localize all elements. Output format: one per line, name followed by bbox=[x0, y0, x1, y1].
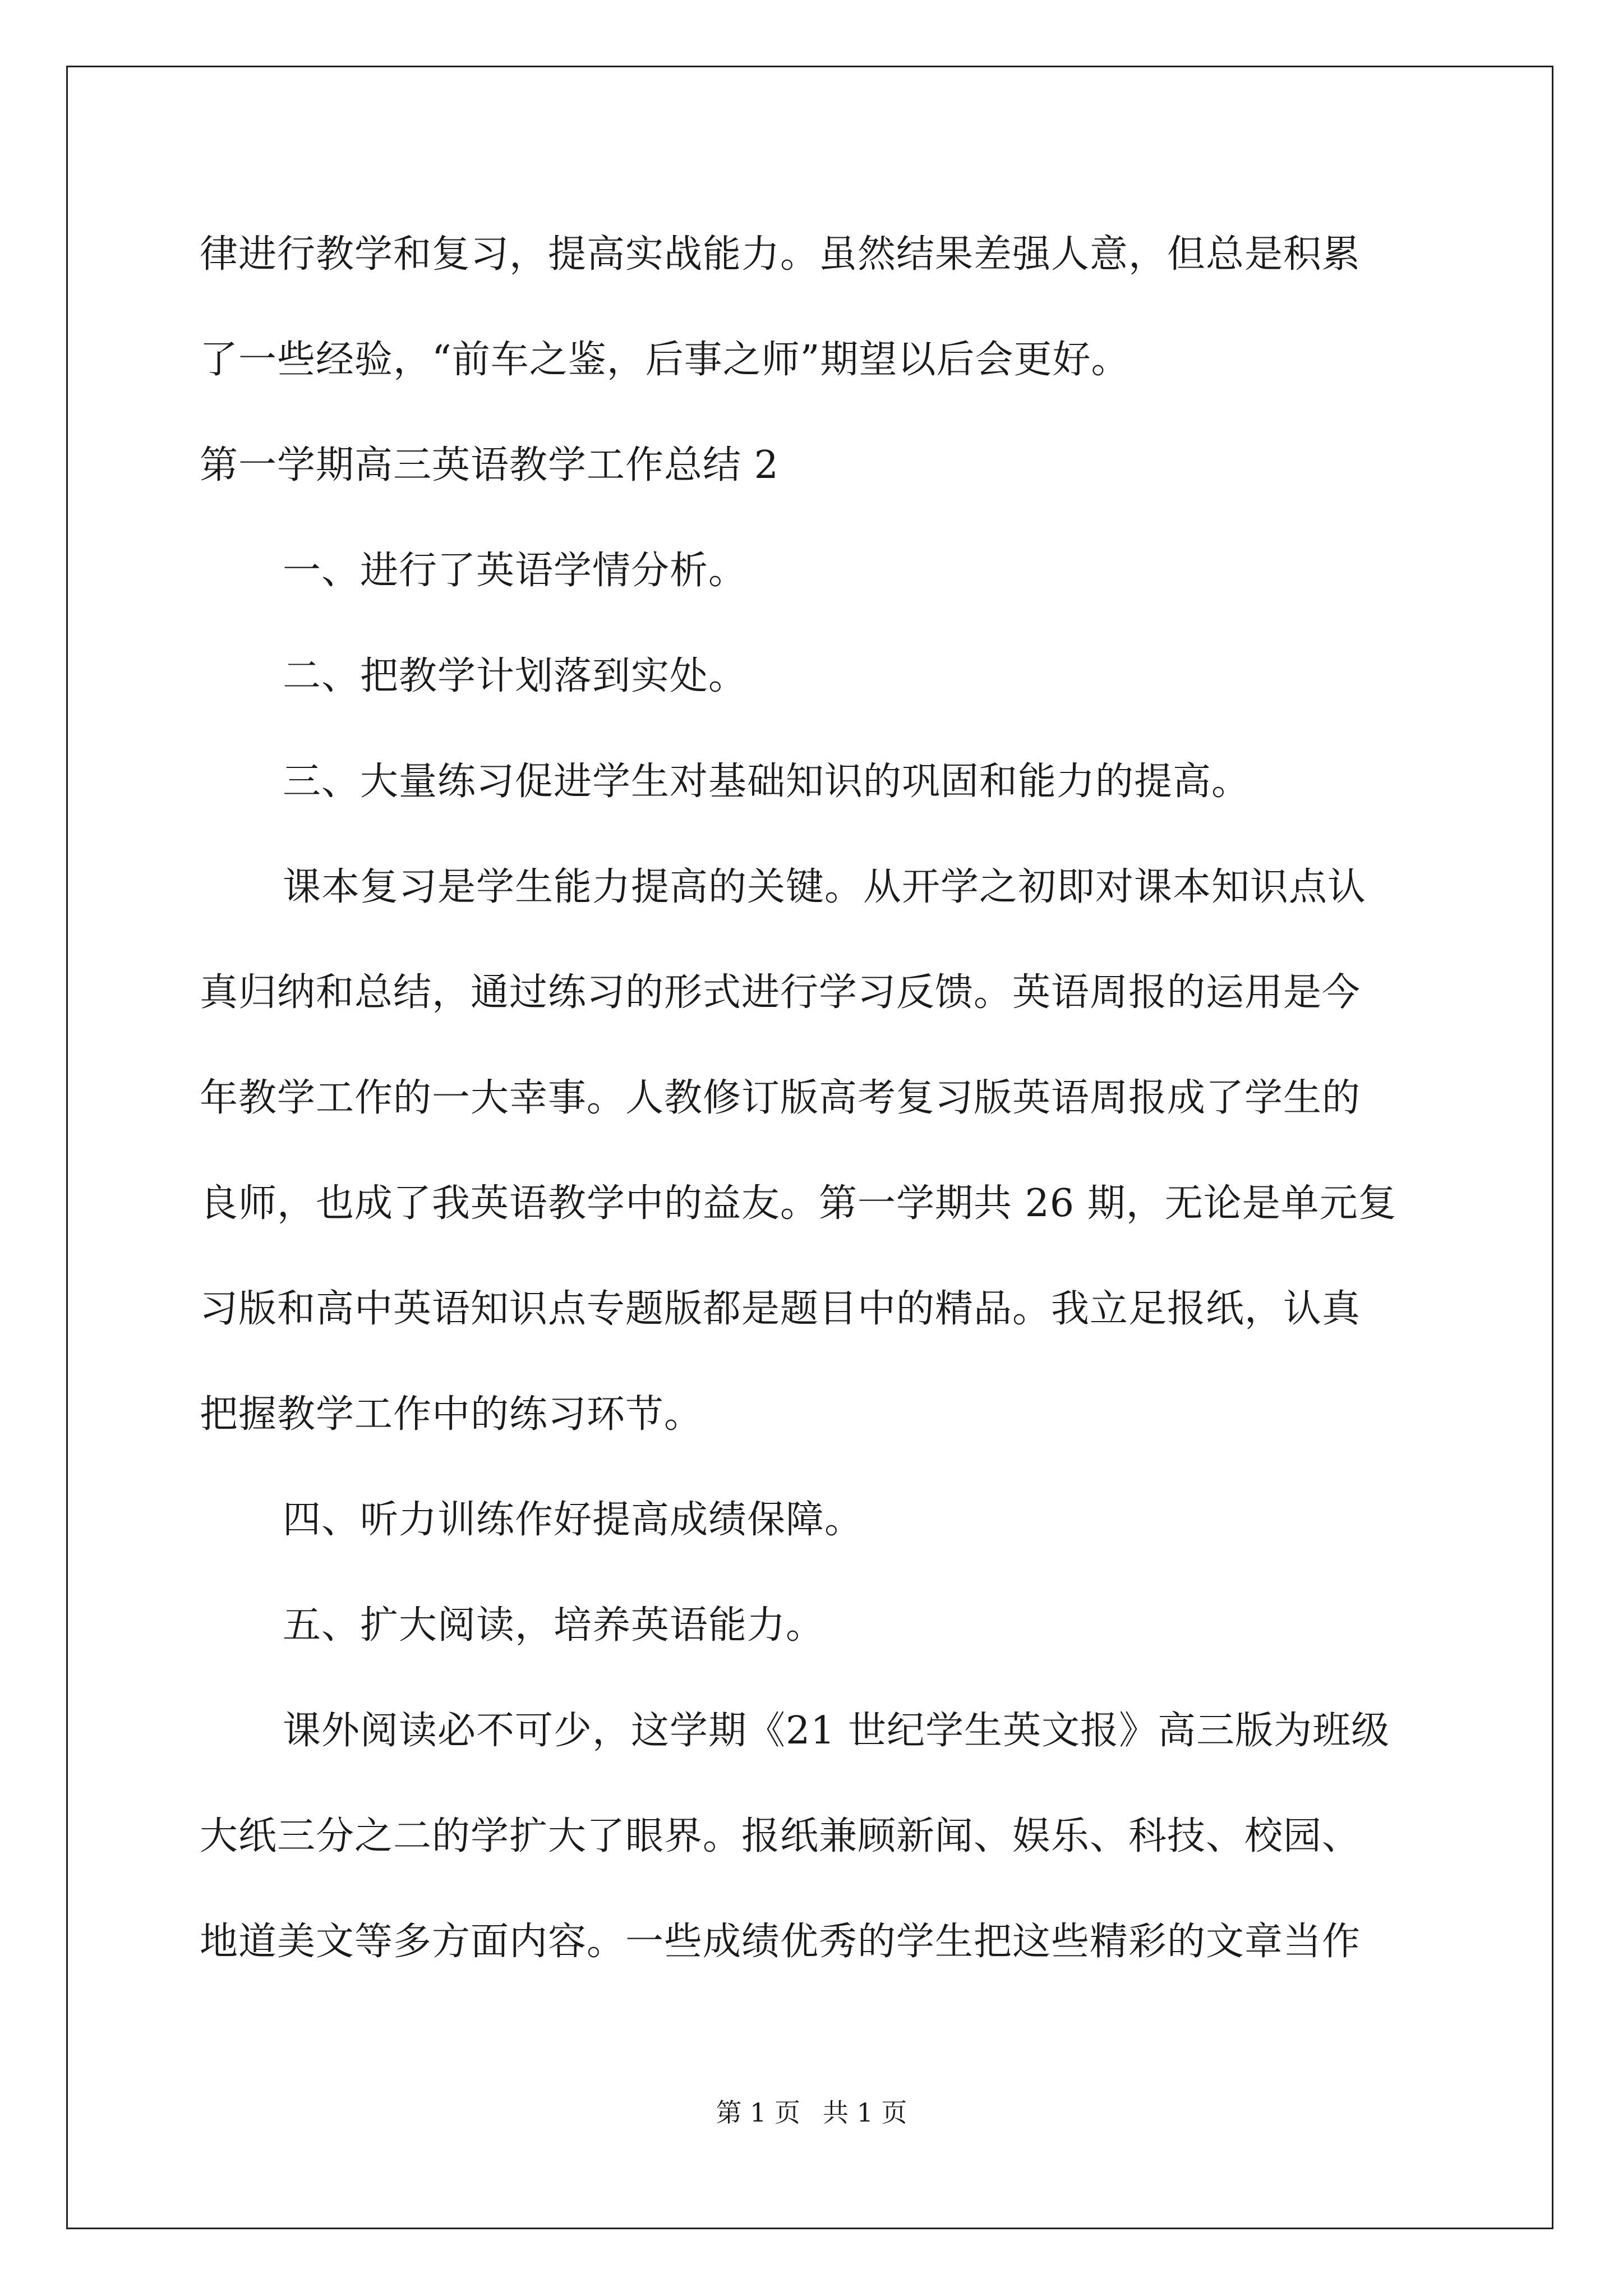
text-line-11: 习版和高中英语知识点专题版都是题目中的精品。我立足报纸，认真 bbox=[200, 1287, 1361, 1331]
text-line-15: 课外阅读必不可少，这学期《21 世纪学生英文报》高三版为班级 bbox=[283, 1709, 1390, 1753]
text-line-7: 课本复习是学生能力提高的关键。从开学之初即对课本知识点认 bbox=[283, 865, 1367, 909]
text-line-1: 律进行教学和复习，提高实战能力。虽然结果差强人意，但总是积累 bbox=[200, 232, 1361, 277]
text-line-10: 良师，也成了我英语教学中的益友。第一学期共 26 期，无论是单元复 bbox=[200, 1181, 1397, 1226]
item-heading-2: 二、把教学计划落到实处。 bbox=[283, 654, 748, 698]
item-heading-4: 四、听力训练作好提高成绩保障。 bbox=[283, 1498, 864, 1542]
text-line-8: 真归纳和总结，通过练习的形式进行学习反馈。英语周报的运用是今 bbox=[200, 970, 1361, 1015]
text-line-16: 大纸三分之二的学扩大了眼界。报纸兼顾新闻、娱乐、科技、校园、 bbox=[200, 1814, 1361, 1858]
page-number: 第 1 页 bbox=[716, 2097, 800, 2128]
text-line-17: 地道美文等多方面内容。一些成绩优秀的学生把这些精彩的文章当作 bbox=[200, 1920, 1361, 1964]
page-total: 共 1 页 bbox=[823, 2097, 907, 2128]
text-line-12: 把握教学工作中的练习环节。 bbox=[200, 1392, 703, 1437]
item-heading-1: 一、进行了英语学情分析。 bbox=[283, 549, 748, 593]
text-line-2: 了一些经验，“前车之鉴，后事之师”期望以后会更好。 bbox=[200, 338, 1130, 382]
item-heading-5: 五、扩大阅读，培养英语能力。 bbox=[283, 1603, 825, 1648]
document-body bbox=[200, 202, 1433, 1995]
page-footer bbox=[0, 2096, 1623, 2129]
section-heading: 第一学期高三英语教学工作总结 2 bbox=[200, 443, 779, 487]
text-line-9: 年教学工作的一大幸事。人教修订版高考复习版英语周报成了学生的 bbox=[200, 1076, 1361, 1120]
item-heading-3: 三、大量练习促进学生对基础知识的巩固和能力的提高。 bbox=[283, 760, 1251, 804]
